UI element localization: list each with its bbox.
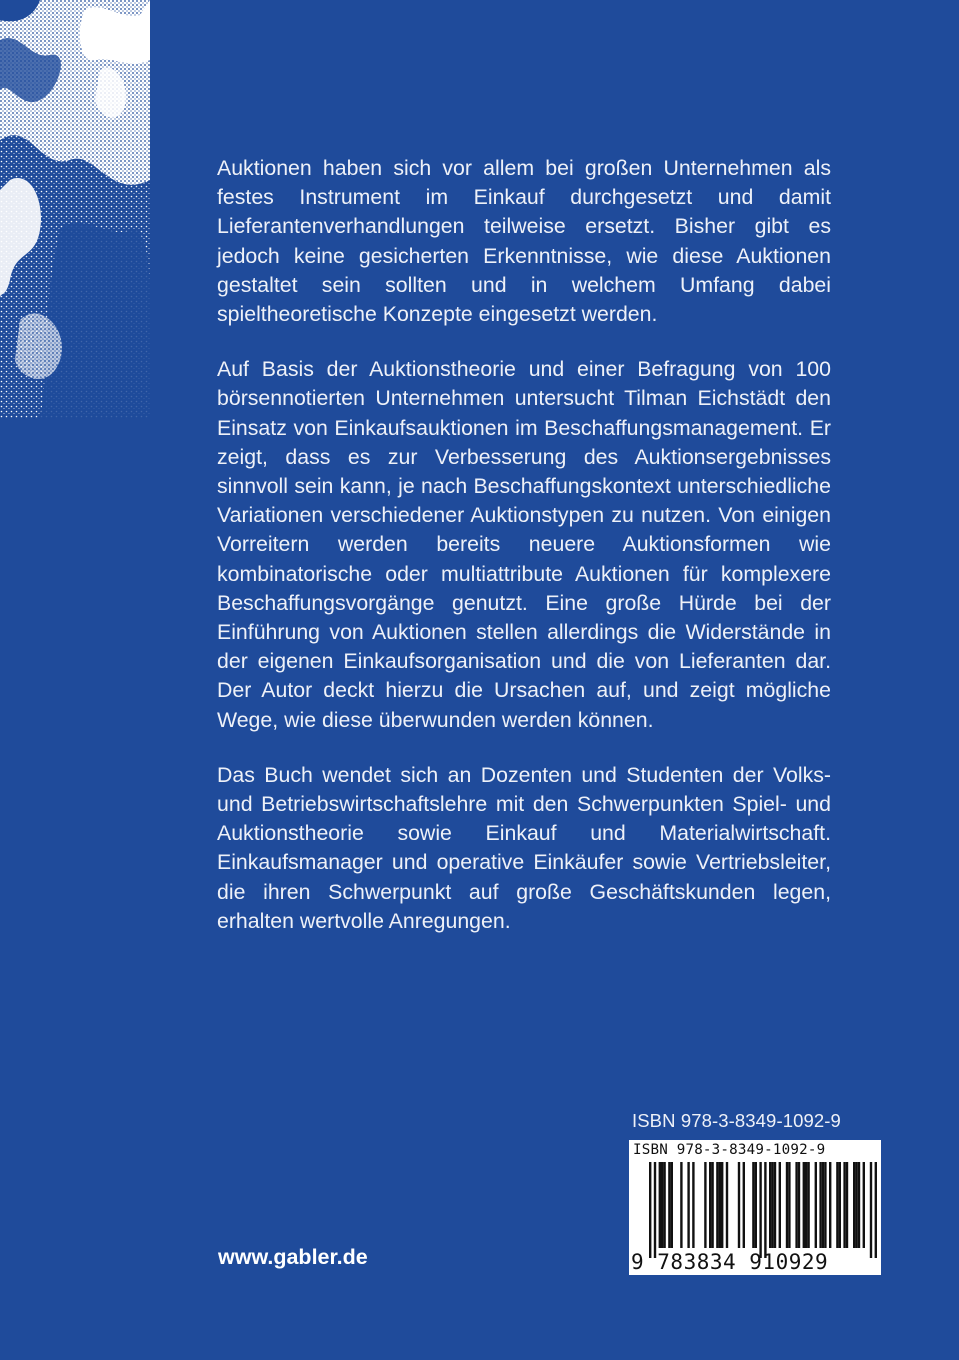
blurb-paragraph-1: Auktionen haben sich vor allem bei großen Unternehmen als festes Instrument im Einkauf durchgesetzt und damit Lieferantenverhandlungen teilweise ersetzt. Bisher gibt es jedoch keine gesicherten Erkenntnisse, wie diese Auktionen gestaltet sein sollten und in welchem Umfang dabei spieltheoretische Konzepte eingesetzt werden. bbox=[217, 156, 831, 327]
barcode-bar bbox=[771, 1162, 773, 1248]
barcode-bar bbox=[738, 1162, 740, 1248]
barcode-bar bbox=[824, 1162, 826, 1248]
barcode-bar bbox=[798, 1162, 800, 1248]
barcode-bar bbox=[839, 1162, 841, 1248]
barcode-bar bbox=[855, 1162, 857, 1248]
barcode-bar bbox=[764, 1162, 766, 1258]
barcode-bar bbox=[863, 1162, 865, 1248]
publisher-website: www.gabler.de bbox=[218, 1245, 368, 1269]
barcode-bar bbox=[788, 1162, 790, 1248]
barcode-bar bbox=[875, 1162, 877, 1258]
barcode-bar bbox=[668, 1162, 670, 1248]
isbn-label: ISBN 978-3-8349-1092-9 bbox=[632, 1110, 841, 1131]
barcode-bar bbox=[721, 1162, 723, 1248]
barcode-bar bbox=[654, 1162, 656, 1258]
barcode-bar bbox=[807, 1162, 809, 1248]
barcode bbox=[629, 1140, 881, 1275]
barcode-bar bbox=[843, 1162, 845, 1248]
barcode-bar bbox=[803, 1162, 805, 1248]
barcode-bar bbox=[649, 1162, 651, 1258]
barcode-bar bbox=[663, 1162, 665, 1248]
barcode-bar bbox=[769, 1162, 771, 1248]
barcode-bar bbox=[846, 1162, 848, 1248]
barcode-bar bbox=[786, 1162, 788, 1248]
barcode-bar bbox=[858, 1162, 860, 1248]
barcode-bar bbox=[680, 1162, 682, 1248]
barcode-bar bbox=[755, 1162, 757, 1248]
barcode-bar bbox=[759, 1162, 761, 1258]
barcode-bar bbox=[815, 1162, 817, 1248]
barcode-bar bbox=[711, 1162, 713, 1248]
barcode-bar bbox=[822, 1162, 824, 1248]
barcode-bar bbox=[659, 1162, 661, 1248]
globe-illustration bbox=[0, 0, 150, 418]
barcode-bar bbox=[687, 1162, 689, 1248]
barcode-bar bbox=[671, 1162, 673, 1248]
barcode-bar bbox=[726, 1162, 728, 1248]
barcode-digits: 9 783834 910929 bbox=[631, 1250, 829, 1274]
barcode-bar bbox=[774, 1162, 776, 1248]
barcode-bar bbox=[779, 1162, 781, 1248]
barcode-bar bbox=[752, 1162, 754, 1248]
barcode-bar bbox=[870, 1162, 872, 1258]
blurb-paragraph-3: Das Buch wendet sich an Dozenten und Studenten der Volks- und Betriebswirtschaftslehre mit den Schwerpunkten Spiel- und Auktionstheorie sowie Einkauf und Materialwirtschaft. Einkaufsmanager und operative Einkäufer sowie Vertriebsleiter, die ihren Schwerpunkt auf große Geschäftskunden legen, erhalten wertvolle Anregungen. bbox=[217, 762, 831, 933]
barcode-bar bbox=[661, 1162, 663, 1248]
barcode-bar bbox=[819, 1162, 821, 1248]
barcode-bar bbox=[853, 1162, 855, 1248]
barcode-bar bbox=[716, 1162, 718, 1248]
barcode-bar bbox=[805, 1162, 807, 1248]
barcode-bar bbox=[719, 1162, 721, 1248]
barcode-bar bbox=[836, 1162, 838, 1248]
barcode-isbn-text: ISBN 978-3-8349-1092-9 bbox=[633, 1142, 826, 1158]
barcode-bar bbox=[704, 1162, 706, 1248]
barcode-bar bbox=[795, 1162, 797, 1248]
back-cover-blurb bbox=[217, 154, 831, 936]
barcode-bar bbox=[692, 1162, 694, 1248]
blurb-paragraph-2: Auf Basis der Auktionstheorie und einer Befragung von 100 börsennotierten Unternehmen untersucht Tilman Eichstädt den Einsatz von Einkaufsauktionen im Beschaffungsmanagement. Er zeigt, dass es zur Verbesserung des Auktionsergebnisses sinnvoll sein kann, je nach Beschaffungskontext unterschiedliche Variationen verschiedener Auktionstypen zu nutzen. Von einigen Vorreitern werden bereits neuere Auktionsformen wie kombinatorische oder multiattribute Auktionen für komplexere Beschaffungsvorgänge genutzt. Eine große Hürde bei der Einführung von Auktionen stellen allerdings die Widerstände in der eigenen Einkaufsorganisation und die von Lieferanten dar. Der Autor deckt hierzu die Ursachen auf, und zeigt mögliche Wege, wie diese überwunden werden können. bbox=[217, 357, 831, 732]
barcode-bar bbox=[709, 1162, 711, 1248]
barcode-bar bbox=[743, 1162, 745, 1248]
barcode-bar bbox=[829, 1162, 831, 1248]
